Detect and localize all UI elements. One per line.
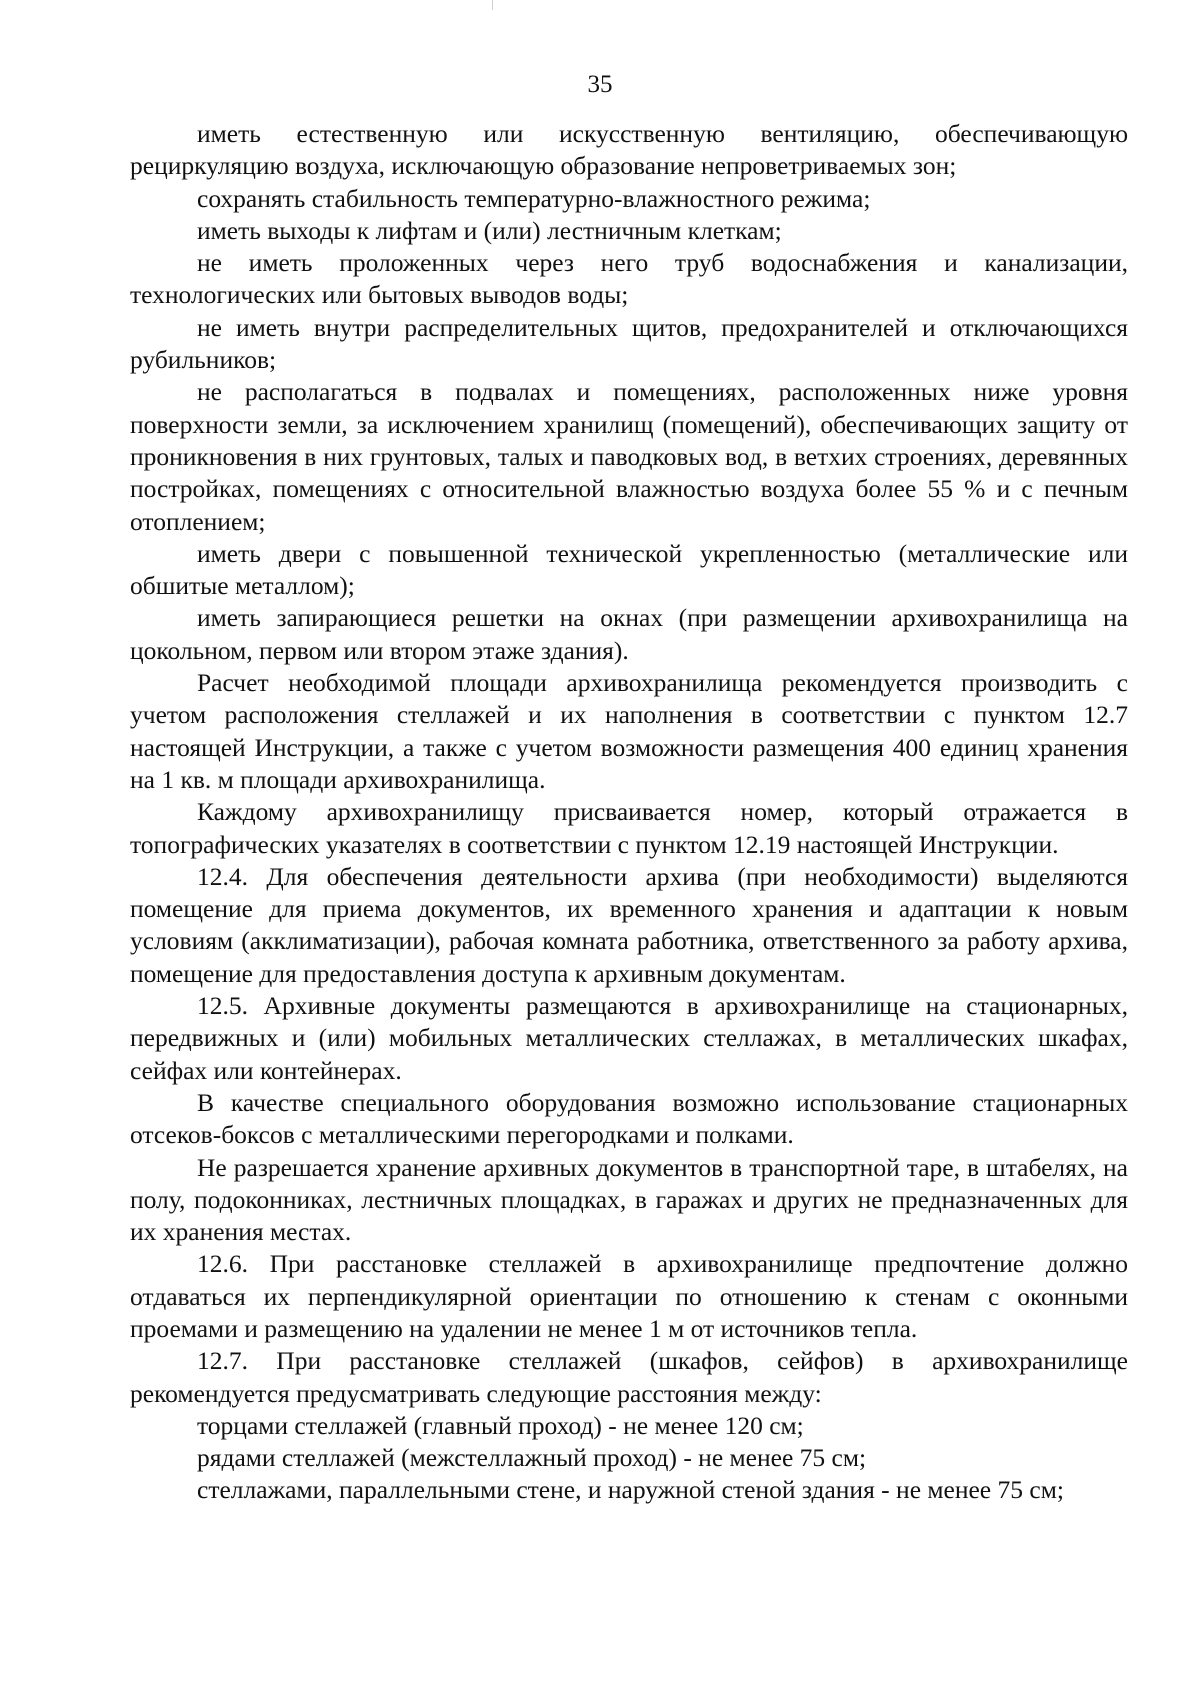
paragraph-special-equipment: В качестве специального оборудования возможно использование стационарных отсеков-боксов с металлическими перегородками и полками. [130,1087,1128,1150]
paragraph-temperature: сохранять стабильность температурно-влажностного режима; [197,183,871,213]
paragraph-ventilation: иметь естественную или искусственную вентиляцию, обеспечивающую рециркуляцию воздуха, исключающую образование непроветриваемых зон; [130,119,1128,181]
paragraph-pipes: не иметь проложенных через него труб водоснабжения и канализации, технологических или бытовых выводов воды; [130,248,1128,310]
paragraph-main-aisle: торцами стеллажей (главный проход) - не менее 120 см; [197,1410,804,1440]
paragraph-row-aisle: рядами стеллажей (межстеллажный проход) - не менее 75 см; [197,1443,867,1473]
scan-edge-mark [492,0,493,10]
paragraph-12-5: 12.5. Архивные документы размещаются в архивохранилище на стационарных, передвижных и (или) мобильных металлических стеллажах, в металлических шкафах, сейфах или контейнерах. [130,991,1128,1085]
paragraph-12-4: 12.4. Для обеспечения деятельности архива (при необходимости) выделяются помещение для приема документов, их временного хранения и адаптации к новым условиям (акклиматизации), рабочая комната работника, ответственного за работу архива, помещение для предоставления доступа к архивным документам. [130,861,1128,988]
paragraph-storage-number: Каждому архивохранилищу присваивается номер, который отражается в топографических указателях в соответствии с пунктом 12.19 настоящей Инструкции. [130,797,1128,859]
page-number: 35 [587,71,613,98]
paragraph-switchboards: не иметь внутри распределительных щитов, предохранителей и отключающихся рубильников; [130,312,1128,375]
paragraph-doors: иметь двери с повышенной технической укрепленностью (металлические или обшитые металлом); [130,538,1128,601]
paragraph-exits: иметь выходы к лифтам и (или) лестничным клеткам; [197,215,782,245]
paragraph-12-6: 12.6. При расстановке стеллажей в архивохранилище предпочтение должно отдаваться их перпендикулярной ориентации по отношению к стенам с оконными проемами и размещению на удалении не менее 1 м от источников тепла. [130,1249,1128,1343]
document-body [130,118,1128,1507]
paragraph-basements: не располагаться в подвалах и помещениях, расположенных ниже уровня поверхности земли, за исключением хранилищ (помещений), обеспечивающих защиту от проникновения в них грунтовых, талых и паводковых вод, в ветхих строениях, деревянных постройках, помещениях с относительной влажностью воздуха более 55 % и с печным отоплением; [130,377,1128,536]
paragraph-wall-distance: стеллажами, параллельными стене, и наружной стеной здания - не менее 75 см; [197,1475,1064,1505]
paragraph-window-bars: иметь запирающиеся решетки на окнах (при размещении архивохранилища на цокольном, первом или втором этаже здания). [130,603,1128,665]
paragraph-prohibited-storage: Не разрешается хранение архивных документов в транспортной таре, в штабелях, на полу, подоконниках, лестничных площадках, в гаражах и других не предназначенных для их хранения местах. [130,1152,1128,1247]
paragraph-12-7: 12.7. При расстановке стеллажей (шкафов, сейфов) в архивохранилище рекомендуется предусматривать следующие расстояния между: [130,1346,1128,1408]
paragraph-area-calculation: Расчет необходимой площади архивохранилища рекомендуется производить с учетом расположения стеллажей и их наполнения в соответствии с пунктом 12.7 настоящей Инструкции, а также с учетом возможности размещения 400 единиц хранения на 1 кв. м площади архивохранилища. [130,668,1128,794]
